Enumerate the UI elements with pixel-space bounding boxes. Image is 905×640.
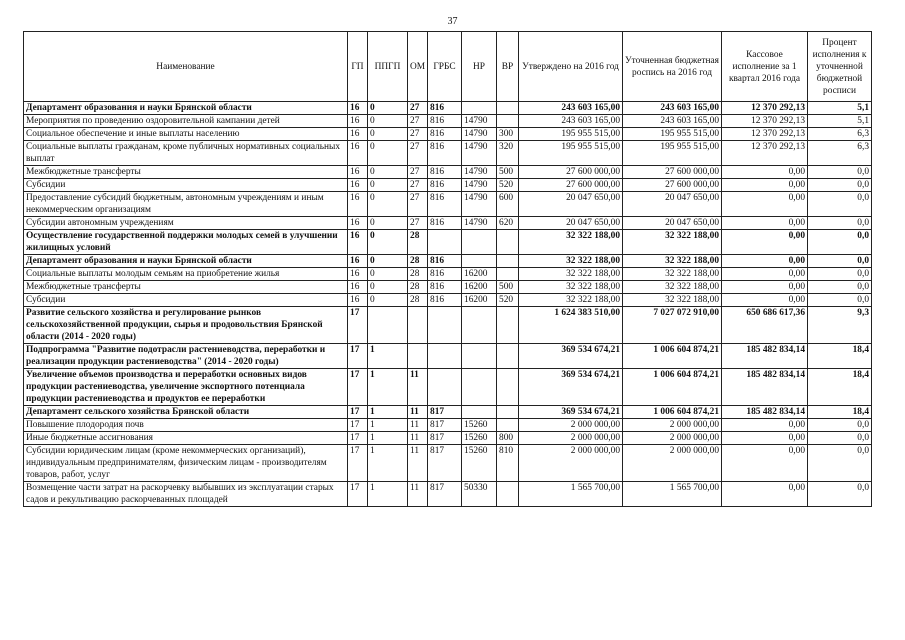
header-nr: НР: [462, 32, 497, 102]
cell-approved: 369 534 674,21: [519, 344, 623, 369]
cell-grbs: 816: [428, 141, 462, 166]
cell-vr: 800: [497, 432, 519, 445]
cell-percent: 6,3: [808, 128, 872, 141]
cell-grbs: 817: [428, 432, 462, 445]
cell-refined: 2 000 000,00: [623, 432, 722, 445]
cell-percent: 0,0: [808, 432, 872, 445]
cell-om: 11: [408, 406, 428, 419]
cell-cash: 12 370 292,13: [722, 102, 808, 115]
cell-vr: 600: [497, 192, 519, 217]
cell-refined: 1 006 604 874,21: [623, 369, 722, 406]
cell-om: 28: [408, 268, 428, 281]
cell-nr: 16200: [462, 294, 497, 307]
header-ppgp: ППГП: [368, 32, 408, 102]
cell-grbs: 816: [428, 166, 462, 179]
cell-nr: 15260: [462, 419, 497, 432]
cell-gp: 17: [348, 419, 368, 432]
cell-grbs: [428, 307, 462, 344]
cell-vr: [497, 419, 519, 432]
header-gp: ГП: [348, 32, 368, 102]
cell-vr: [497, 369, 519, 406]
cell-grbs: 816: [428, 268, 462, 281]
cell-vr: 320: [497, 141, 519, 166]
cell-refined: 27 600 000,00: [623, 166, 722, 179]
table-row: [24, 128, 872, 141]
cell-gp: 17: [348, 432, 368, 445]
cell-grbs: 817: [428, 406, 462, 419]
cell-nr: [462, 369, 497, 406]
cell-grbs: 816: [428, 217, 462, 230]
cell-ppgp: 0: [368, 255, 408, 268]
table-body: [24, 102, 872, 507]
cell-gp: 16: [348, 166, 368, 179]
cell-nr: 14790: [462, 166, 497, 179]
cell-approved: 195 955 515,00: [519, 128, 623, 141]
cell-refined: 1 006 604 874,21: [623, 406, 722, 419]
cell-name: Иные бюджетные ассигнования: [24, 432, 348, 445]
cell-percent: 6,3: [808, 141, 872, 166]
cell-approved: 2 000 000,00: [519, 419, 623, 432]
table-row: [24, 369, 872, 406]
table-row: [24, 445, 872, 482]
table-row: [24, 482, 872, 507]
header-percent: Процент исполнения к уточненной бюджетной росписи: [808, 32, 872, 102]
cell-nr: 16200: [462, 281, 497, 294]
cell-nr: [462, 406, 497, 419]
cell-vr: 500: [497, 281, 519, 294]
cell-grbs: 816: [428, 294, 462, 307]
cell-ppgp: 0: [368, 179, 408, 192]
cell-percent: 0,0: [808, 217, 872, 230]
table-row: [24, 268, 872, 281]
cell-gp: 16: [348, 115, 368, 128]
cell-ppgp: 1: [368, 445, 408, 482]
cell-vr: [497, 344, 519, 369]
cell-refined: 32 322 188,00: [623, 230, 722, 255]
table-row: [24, 281, 872, 294]
cell-approved: 195 955 515,00: [519, 141, 623, 166]
table-row: [24, 217, 872, 230]
cell-refined: 243 603 165,00: [623, 115, 722, 128]
cell-approved: 243 603 165,00: [519, 102, 623, 115]
cell-approved: 32 322 188,00: [519, 230, 623, 255]
cell-cash: 0,00: [722, 192, 808, 217]
cell-percent: 18,4: [808, 406, 872, 419]
cell-om: 28: [408, 255, 428, 268]
cell-vr: 300: [497, 128, 519, 141]
cell-gp: 16: [348, 102, 368, 115]
cell-approved: 369 534 674,21: [519, 369, 623, 406]
cell-ppgp: 0: [368, 268, 408, 281]
cell-percent: 0,0: [808, 192, 872, 217]
cell-cash: 650 686 617,36: [722, 307, 808, 344]
cell-approved: 2 000 000,00: [519, 445, 623, 482]
cell-cash: 0,00: [722, 166, 808, 179]
cell-grbs: 816: [428, 192, 462, 217]
cell-om: [408, 307, 428, 344]
cell-nr: 50330: [462, 482, 497, 507]
cell-cash: 0,00: [722, 230, 808, 255]
cell-name: Субсидии: [24, 179, 348, 192]
cell-om: 11: [408, 432, 428, 445]
cell-percent: 0,0: [808, 281, 872, 294]
cell-om: 11: [408, 419, 428, 432]
cell-name: Субсидии юридическим лицам (кроме некоммерческих организаций), индивидуальным предпринимателям, физическим лицам - производителям товаров, работ, услуг: [24, 445, 348, 482]
cell-name: Развитие сельского хозяйства и регулирование рынков сельскохозяйственной продукции, сырья и продовольствия Брянской области (2014 - 2020 годы): [24, 307, 348, 344]
cell-om: 11: [408, 445, 428, 482]
cell-om: 27: [408, 179, 428, 192]
cell-name: Департамент образования и науки Брянской области: [24, 255, 348, 268]
cell-name: Осуществление государственной поддержки молодых семей в улучшении жилищных условий: [24, 230, 348, 255]
cell-approved: 27 600 000,00: [519, 179, 623, 192]
cell-refined: 7 027 072 910,00: [623, 307, 722, 344]
header-approved: Утверждено на 2016 год: [519, 32, 623, 102]
cell-name: Межбюджетные трансферты: [24, 166, 348, 179]
header-refined: Уточненная бюджетная роспись на 2016 год: [623, 32, 722, 102]
cell-name: Субсидии: [24, 294, 348, 307]
header-om: ОМ: [408, 32, 428, 102]
cell-approved: 20 047 650,00: [519, 217, 623, 230]
cell-gp: 16: [348, 128, 368, 141]
cell-name: Социальные выплаты молодым семьям на приобретение жилья: [24, 268, 348, 281]
cell-gp: 17: [348, 369, 368, 406]
cell-percent: 0,0: [808, 166, 872, 179]
cell-om: 27: [408, 115, 428, 128]
cell-om: 27: [408, 217, 428, 230]
cell-name: Департамент образования и науки Брянской области: [24, 102, 348, 115]
cell-name: Увеличение объемов производства и переработки основных видов продукции растениеводства, увеличение экспортного потенциала продукции растениеводства и продуктов ее переработки: [24, 369, 348, 406]
cell-ppgp: [368, 307, 408, 344]
cell-om: 11: [408, 369, 428, 406]
table-row: [24, 230, 872, 255]
cell-ppgp: 0: [368, 128, 408, 141]
cell-approved: 27 600 000,00: [519, 166, 623, 179]
cell-refined: 32 322 188,00: [623, 268, 722, 281]
cell-cash: 12 370 292,13: [722, 115, 808, 128]
cell-ppgp: 1: [368, 406, 408, 419]
cell-approved: 369 534 674,21: [519, 406, 623, 419]
cell-percent: 0,0: [808, 419, 872, 432]
cell-nr: 16200: [462, 268, 497, 281]
cell-name: Предоставление субсидий бюджетным, автономным учреждениям и иным некоммерческим организациям: [24, 192, 348, 217]
cell-gp: 16: [348, 217, 368, 230]
table-row: [24, 307, 872, 344]
cell-refined: 32 322 188,00: [623, 281, 722, 294]
cell-nr: [462, 230, 497, 255]
cell-ppgp: 0: [368, 141, 408, 166]
table-row: [24, 294, 872, 307]
cell-nr: [462, 344, 497, 369]
cell-name: Субсидии автономным учреждениям: [24, 217, 348, 230]
cell-ppgp: 1: [368, 369, 408, 406]
header-grbs: ГРБС: [428, 32, 462, 102]
cell-refined: 1 565 700,00: [623, 482, 722, 507]
cell-om: 28: [408, 281, 428, 294]
cell-refined: 195 955 515,00: [623, 141, 722, 166]
cell-grbs: 817: [428, 445, 462, 482]
cell-gp: 17: [348, 482, 368, 507]
table-row: [24, 432, 872, 445]
cell-ppgp: 0: [368, 294, 408, 307]
table-row: [24, 419, 872, 432]
cell-name: Повышение плодородия почв: [24, 419, 348, 432]
cell-nr: 15260: [462, 432, 497, 445]
cell-grbs: 817: [428, 419, 462, 432]
cell-name: Департамент сельского хозяйства Брянской области: [24, 406, 348, 419]
cell-vr: [497, 230, 519, 255]
cell-approved: 1 565 700,00: [519, 482, 623, 507]
cell-grbs: 817: [428, 482, 462, 507]
cell-approved: 32 322 188,00: [519, 294, 623, 307]
cell-om: 11: [408, 482, 428, 507]
cell-approved: 32 322 188,00: [519, 281, 623, 294]
cell-gp: 16: [348, 268, 368, 281]
cell-nr: 14790: [462, 115, 497, 128]
cell-gp: 17: [348, 307, 368, 344]
cell-percent: 18,4: [808, 369, 872, 406]
cell-percent: 0,0: [808, 482, 872, 507]
cell-ppgp: 1: [368, 419, 408, 432]
table-row: [24, 166, 872, 179]
cell-approved: 32 322 188,00: [519, 255, 623, 268]
cell-gp: 16: [348, 141, 368, 166]
cell-cash: 0,00: [722, 217, 808, 230]
page-number: 37: [447, 16, 458, 27]
cell-approved: 1 624 383 510,00: [519, 307, 623, 344]
cell-vr: 500: [497, 166, 519, 179]
cell-nr: 14790: [462, 141, 497, 166]
cell-name: Мероприятия по проведению оздоровительной кампании детей: [24, 115, 348, 128]
cell-ppgp: 0: [368, 166, 408, 179]
cell-nr: 14790: [462, 179, 497, 192]
table-row: [24, 255, 872, 268]
table-row: [24, 344, 872, 369]
cell-om: 27: [408, 128, 428, 141]
cell-refined: 2 000 000,00: [623, 445, 722, 482]
cell-vr: [497, 307, 519, 344]
cell-om: 27: [408, 102, 428, 115]
cell-refined: 20 047 650,00: [623, 217, 722, 230]
cell-grbs: [428, 369, 462, 406]
cell-vr: 520: [497, 179, 519, 192]
cell-ppgp: 0: [368, 281, 408, 294]
cell-percent: 9,3: [808, 307, 872, 344]
cell-om: 28: [408, 230, 428, 255]
cell-grbs: 816: [428, 128, 462, 141]
cell-name: Подпрограмма "Развитие подотрасли растениеводства, переработки и реализации продукции растениеводства" (2014 - 2020 годы): [24, 344, 348, 369]
cell-percent: 0,0: [808, 268, 872, 281]
cell-cash: 12 370 292,13: [722, 141, 808, 166]
cell-ppgp: 0: [368, 102, 408, 115]
cell-name: Социальные выплаты гражданам, кроме публичных нормативных социальных выплат: [24, 141, 348, 166]
cell-om: 27: [408, 166, 428, 179]
cell-vr: [497, 482, 519, 507]
cell-cash: 0,00: [722, 432, 808, 445]
table-row: [24, 179, 872, 192]
cell-grbs: 816: [428, 115, 462, 128]
cell-ppgp: 0: [368, 230, 408, 255]
cell-refined: 195 955 515,00: [623, 128, 722, 141]
cell-refined: 32 322 188,00: [623, 255, 722, 268]
cell-percent: 0,0: [808, 294, 872, 307]
cell-cash: 0,00: [722, 445, 808, 482]
header-name: Наименование: [24, 32, 348, 102]
cell-vr: [497, 406, 519, 419]
cell-vr: [497, 115, 519, 128]
cell-cash: 12 370 292,13: [722, 128, 808, 141]
cell-percent: 0,0: [808, 230, 872, 255]
cell-approved: 20 047 650,00: [519, 192, 623, 217]
cell-refined: 2 000 000,00: [623, 419, 722, 432]
cell-om: [408, 344, 428, 369]
cell-gp: 16: [348, 255, 368, 268]
cell-gp: 16: [348, 179, 368, 192]
cell-vr: [497, 268, 519, 281]
cell-nr: 14790: [462, 128, 497, 141]
cell-percent: 18,4: [808, 344, 872, 369]
cell-cash: 0,00: [722, 482, 808, 507]
cell-ppgp: 0: [368, 192, 408, 217]
cell-refined: 27 600 000,00: [623, 179, 722, 192]
cell-om: 27: [408, 141, 428, 166]
cell-vr: 620: [497, 217, 519, 230]
cell-refined: 32 322 188,00: [623, 294, 722, 307]
cell-gp: 17: [348, 445, 368, 482]
cell-refined: 20 047 650,00: [623, 192, 722, 217]
table-header-row: [24, 32, 872, 102]
cell-grbs: 816: [428, 179, 462, 192]
cell-percent: 5,1: [808, 115, 872, 128]
cell-nr: 14790: [462, 217, 497, 230]
cell-ppgp: 0: [368, 115, 408, 128]
cell-grbs: [428, 344, 462, 369]
cell-om: 28: [408, 294, 428, 307]
cell-nr: [462, 307, 497, 344]
cell-refined: 243 603 165,00: [623, 102, 722, 115]
cell-nr: 14790: [462, 192, 497, 217]
cell-percent: 0,0: [808, 179, 872, 192]
cell-cash: 0,00: [722, 268, 808, 281]
cell-grbs: 816: [428, 281, 462, 294]
cell-vr: 810: [497, 445, 519, 482]
cell-vr: 520: [497, 294, 519, 307]
table-row: [24, 102, 872, 115]
cell-ppgp: 0: [368, 217, 408, 230]
cell-refined: 1 006 604 874,21: [623, 344, 722, 369]
cell-nr: [462, 102, 497, 115]
cell-grbs: [428, 230, 462, 255]
cell-grbs: 816: [428, 102, 462, 115]
cell-nr: [462, 255, 497, 268]
cell-nr: 15260: [462, 445, 497, 482]
header-cash: Кассовое исполнение за 1 квартал 2016 года: [722, 32, 808, 102]
cell-cash: 0,00: [722, 294, 808, 307]
cell-grbs: 816: [428, 255, 462, 268]
cell-cash: 0,00: [722, 255, 808, 268]
cell-gp: 17: [348, 406, 368, 419]
cell-percent: 0,0: [808, 445, 872, 482]
cell-om: 27: [408, 192, 428, 217]
cell-percent: 5,1: [808, 102, 872, 115]
table-row: [24, 115, 872, 128]
cell-ppgp: 1: [368, 432, 408, 445]
cell-cash: 185 482 834,14: [722, 369, 808, 406]
table-row: [24, 192, 872, 217]
table-row: [24, 141, 872, 166]
budget-table: [23, 31, 872, 507]
table-row: [24, 406, 872, 419]
cell-name: Социальное обеспечение и иные выплаты населению: [24, 128, 348, 141]
cell-cash: 185 482 834,14: [722, 344, 808, 369]
cell-gp: 16: [348, 281, 368, 294]
cell-approved: 2 000 000,00: [519, 432, 623, 445]
cell-cash: 0,00: [722, 179, 808, 192]
cell-ppgp: 1: [368, 344, 408, 369]
cell-vr: [497, 255, 519, 268]
cell-gp: 16: [348, 230, 368, 255]
cell-ppgp: 1: [368, 482, 408, 507]
cell-name: Межбюджетные трансферты: [24, 281, 348, 294]
header-vr: ВР: [497, 32, 519, 102]
cell-approved: 32 322 188,00: [519, 268, 623, 281]
cell-cash: 0,00: [722, 281, 808, 294]
cell-approved: 243 603 165,00: [519, 115, 623, 128]
cell-cash: 0,00: [722, 419, 808, 432]
cell-gp: 16: [348, 294, 368, 307]
cell-cash: 185 482 834,14: [722, 406, 808, 419]
cell-name: Возмещение части затрат на раскорчевку выбывших из эксплуатации старых садов и рекультивацию раскорчеванных площадей: [24, 482, 348, 507]
cell-vr: [497, 102, 519, 115]
cell-gp: 16: [348, 192, 368, 217]
cell-percent: 0,0: [808, 255, 872, 268]
cell-gp: 17: [348, 344, 368, 369]
